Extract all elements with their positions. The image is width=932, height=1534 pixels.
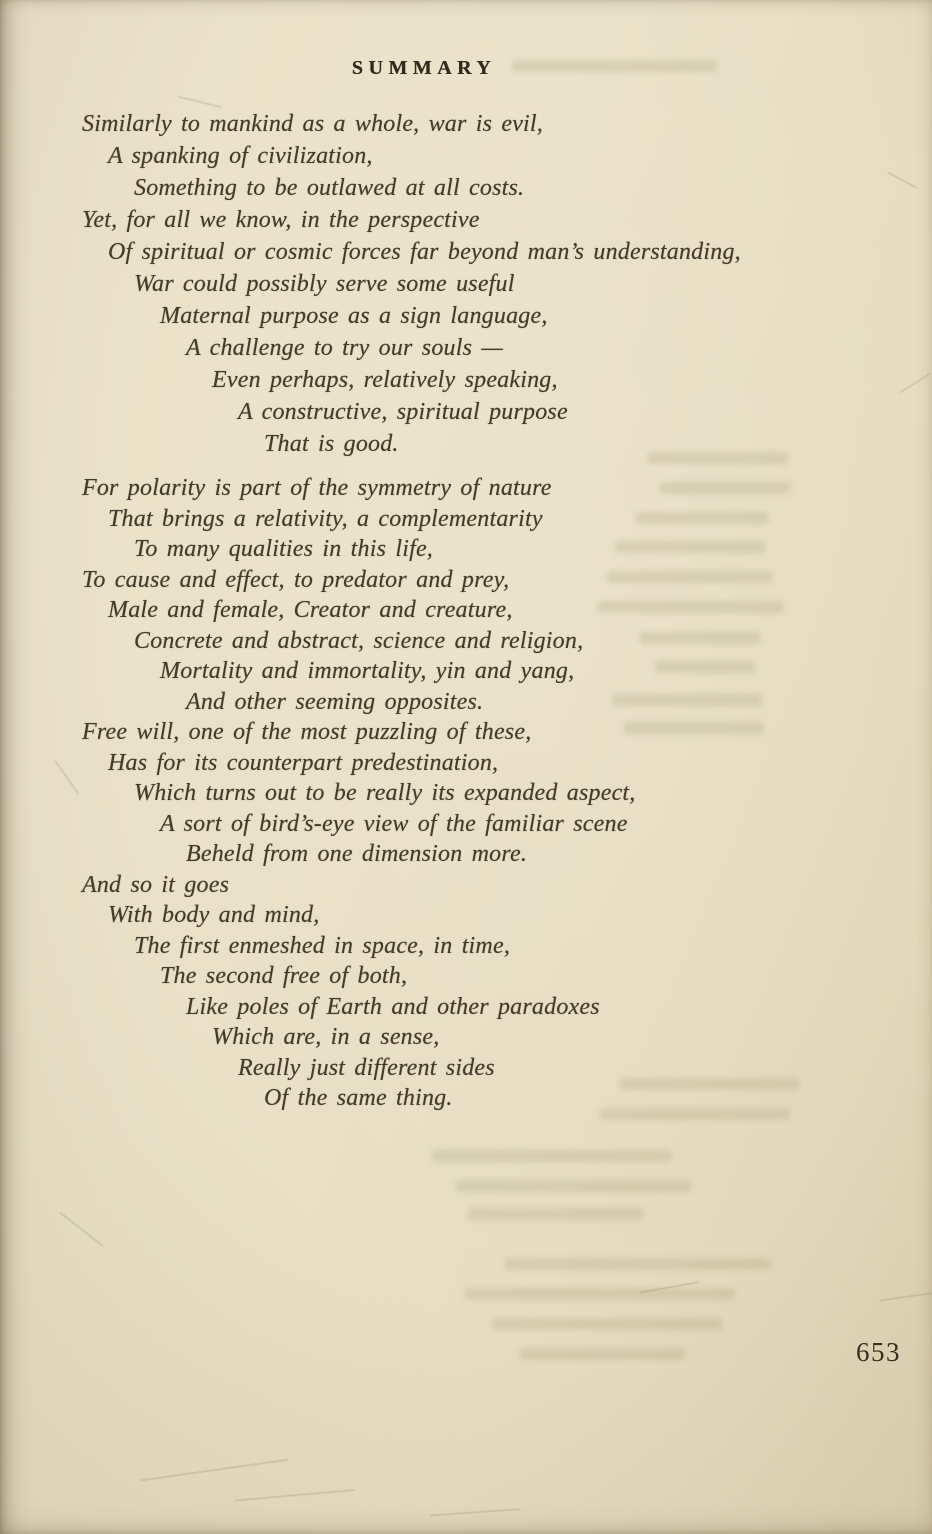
show-through-smudge — [512, 60, 717, 72]
poem-line: And other seeming opposites. — [186, 688, 484, 715]
show-through-smudge — [465, 1288, 735, 1300]
page-number: 653 — [856, 1337, 901, 1367]
show-through-smudge — [612, 694, 762, 706]
poem-line: Maternal purpose as a sign language, — [160, 303, 548, 329]
poem-line: Even perhaps, relatively speaking, — [212, 367, 558, 393]
show-through-smudge — [636, 512, 768, 524]
show-through-smudge — [468, 1208, 643, 1220]
show-through-smudge — [660, 482, 790, 494]
poem-line: Of the same thing. — [264, 1085, 453, 1111]
poem-line: Like poles of Earth and other paradoxes — [186, 993, 600, 1020]
show-through-smudge — [640, 632, 760, 644]
poem-line: With body and mind, — [108, 902, 320, 928]
poem-line: Beheld from one dimension more. — [186, 841, 528, 867]
show-through-smudge — [615, 541, 765, 553]
show-through-smudge — [607, 571, 772, 583]
poem-line: Of spiritual or cosmic forces far beyond man’s understanding, — [108, 239, 741, 265]
show-through-smudge — [620, 1078, 800, 1090]
poem-line: The second free of both, — [160, 963, 408, 989]
poem-line: War could possibly serve some useful — [134, 271, 515, 297]
scratch-mark — [60, 1212, 104, 1247]
show-through-smudge — [432, 1150, 672, 1162]
show-through-smudge — [520, 1348, 685, 1360]
poem-line: Which turns out to be really its expanded aspect, — [134, 780, 636, 806]
poem-line: Has for its counterpart predestination, — [108, 749, 499, 776]
poem-line: And so it goes — [82, 871, 230, 898]
poem-line: Concrete and abstract, science and religion, — [134, 627, 584, 654]
poem-line: Really just different sides — [238, 1054, 495, 1081]
stanza — [82, 108, 922, 460]
poem — [82, 108, 922, 1114]
page-title: SUMMARY — [351, 57, 497, 79]
poem-line: That is good. — [264, 431, 399, 457]
scratch-mark — [178, 96, 222, 108]
show-through-smudge — [600, 1108, 790, 1120]
poem-line: That brings a relativity, a complementarity — [108, 505, 543, 532]
show-through-smudge — [492, 1318, 722, 1330]
scratch-mark — [880, 1292, 932, 1301]
poem-line: To many qualities in this life, — [134, 536, 433, 562]
stanza — [82, 473, 922, 1114]
poem-line: Similarly to mankind as a whole, war is evil, — [82, 111, 543, 137]
poem-line: A spanking of civilization, — [108, 143, 373, 169]
poem-line: A sort of bird’s-eye view of the familiar scene — [160, 810, 628, 837]
scratch-mark — [55, 760, 79, 793]
poem-line: Which are, in a sense, — [212, 1024, 440, 1050]
poem-line: The first enmeshed in space, in time, — [134, 932, 511, 959]
poem-line: A constructive, spiritual purpose — [238, 399, 568, 425]
show-through-smudge — [624, 722, 764, 734]
poem-line: A challenge to try our souls — — [186, 335, 503, 361]
poem-line: Mortality and immortality, yin and yang, — [160, 658, 575, 684]
show-through-smudge — [648, 452, 788, 464]
scratch-mark — [235, 1490, 355, 1501]
poem-line: Something to be outlawed at all costs. — [134, 175, 525, 201]
show-through-smudge — [505, 1258, 770, 1270]
scratch-mark — [140, 1459, 289, 1481]
show-through-smudge — [598, 601, 783, 613]
show-through-smudge — [456, 1180, 691, 1192]
poem-line: Male and female, Creator and creature, — [108, 597, 513, 623]
poem-line: For polarity is part of the symmetry of nature — [82, 475, 552, 501]
scratch-mark — [430, 1509, 520, 1516]
poem-line: Free will, one of the most puzzling of these, — [82, 719, 532, 745]
poem-line: To cause and effect, to predator and prey, — [82, 566, 510, 593]
poem-line: Yet, for all we know, in the perspective — [82, 207, 480, 233]
show-through-smudge — [655, 661, 755, 673]
